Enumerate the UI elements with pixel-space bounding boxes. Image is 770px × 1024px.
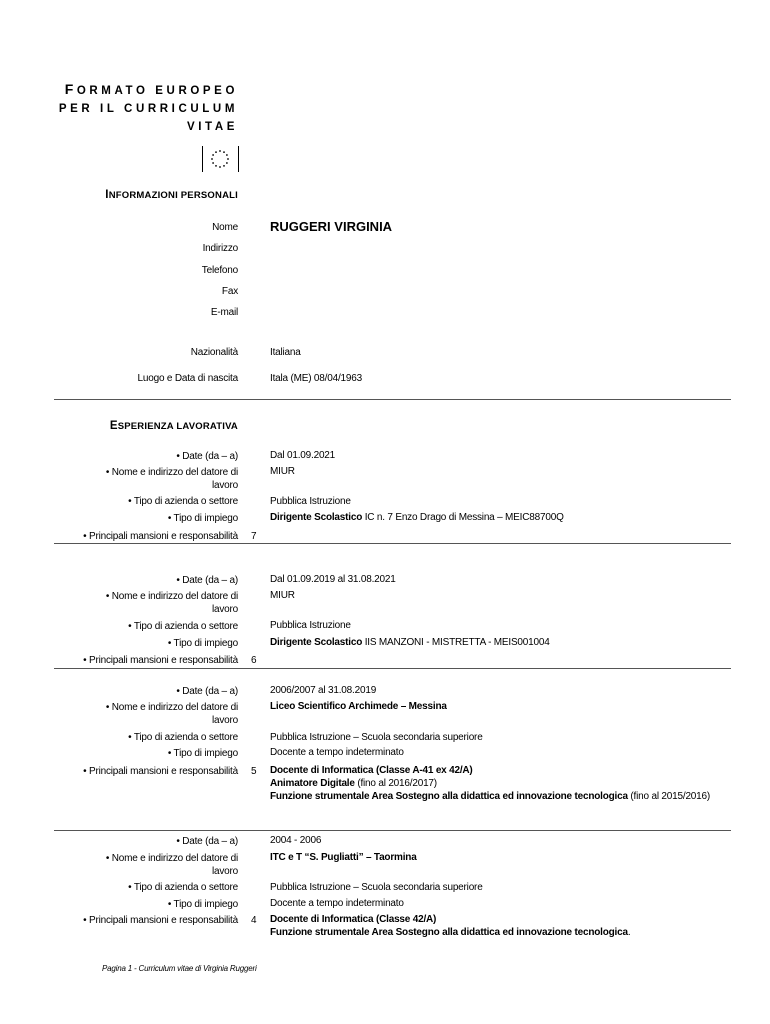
section-heading-experience: ESPERIENZA LAVORATIVA bbox=[109, 420, 238, 432]
value-tipo-impiego: Docente a tempo indeterminato bbox=[270, 747, 404, 758]
label-mansioni: • Principali mansioni e responsabilità bbox=[83, 531, 238, 542]
mansioni-number: 7 bbox=[251, 531, 257, 542]
page-footer: Pagina 1 - Curriculum vitae di Virginia Ruggeri bbox=[102, 964, 257, 973]
value-nome: RUGGERI VIRGINIA bbox=[270, 219, 393, 234]
value-tipo-azienda: Pubblica Istruzione – Scuola secondaria superiore bbox=[270, 732, 483, 743]
value-datore: ITC e T “S. Pugliatti” – Taormina bbox=[270, 852, 417, 863]
label-date: • Date (da – a) bbox=[176, 575, 238, 586]
divider bbox=[54, 668, 731, 669]
cv-title bbox=[18, 80, 238, 136]
label-tipo-impiego: • Tipo di impiego bbox=[167, 899, 238, 910]
label-tipo-azienda: • Tipo di azienda o settore bbox=[128, 621, 238, 632]
label-tipo-impiego: • Tipo di impiego bbox=[167, 638, 238, 649]
label-email: E-mail bbox=[210, 307, 238, 318]
value-datore: MIUR bbox=[270, 466, 295, 477]
label-tipo-azienda: • Tipo di azienda o settore bbox=[128, 496, 238, 507]
mansioni-number: 6 bbox=[251, 655, 257, 666]
label-mansioni: • Principali mansioni e responsabilità bbox=[83, 655, 238, 666]
value-mansioni: Docente di Informatica (Classe 42/A) Funzione strumentale Area Sostegno alla didattica ed innovazione tecnologica. bbox=[270, 914, 631, 938]
value-tipo-impiego: Dirigente Scolastico IC n. 7 Enzo Drago di Messina – MEIC88700Q bbox=[270, 512, 564, 523]
section-heading-personal: INFORMAZIONI PERSONALI bbox=[105, 189, 238, 201]
value-nazionalita: Italiana bbox=[270, 347, 301, 358]
value-date: 2004 - 2006 bbox=[270, 835, 322, 846]
label-nome: Nome bbox=[212, 222, 238, 233]
label-fax: Fax bbox=[221, 286, 238, 297]
label-date: • Date (da – a) bbox=[176, 451, 238, 462]
label-mansioni: • Principali mansioni e responsabilità bbox=[83, 915, 238, 926]
cv-title-line1: FORMATO EUROPEO bbox=[64, 81, 238, 97]
value-tipo-azienda: Pubblica Istruzione – Scuola secondaria superiore bbox=[270, 882, 483, 893]
divider bbox=[54, 830, 731, 831]
mansioni-number: 5 bbox=[251, 766, 257, 777]
label-tipo-azienda: • Tipo di azienda o settore bbox=[128, 882, 238, 893]
label-tipo-impiego: • Tipo di impiego bbox=[167, 513, 238, 524]
label-date: • Date (da – a) bbox=[176, 836, 238, 847]
label-nome-datore: • Nome e indirizzo del datore di lavoro bbox=[105, 591, 238, 615]
label-indirizzo: Indirizzo bbox=[202, 243, 238, 254]
value-tipo-impiego: Docente a tempo indeterminato bbox=[270, 898, 404, 909]
label-telefono: Telefono bbox=[201, 265, 238, 276]
divider bbox=[54, 399, 731, 400]
label-nazionalita: Nazionalità bbox=[190, 347, 238, 358]
label-nome-datore: • Nome e indirizzo del datore di lavoro bbox=[105, 853, 238, 877]
value-tipo-impiego: Dirigente Scolastico IIS MANZONI - MISTRETTA - MEIS001004 bbox=[270, 637, 550, 648]
value-tipo-azienda: Pubblica Istruzione bbox=[270, 620, 351, 631]
mansioni-number: 4 bbox=[251, 915, 257, 926]
label-tipo-impiego: • Tipo di impiego bbox=[167, 748, 238, 759]
label-luogo-data: Luogo e Data di nascita bbox=[137, 373, 238, 384]
value-date: Dal 01.09.2021 bbox=[270, 450, 336, 461]
label-tipo-azienda: • Tipo di azienda o settore bbox=[128, 732, 238, 743]
divider bbox=[54, 543, 731, 544]
value-date: Dal 01.09.2019 al 31.08.2021 bbox=[270, 574, 396, 585]
label-nome-datore: • Nome e indirizzo del datore di lavoro bbox=[105, 702, 238, 726]
value-tipo-azienda: Pubblica Istruzione bbox=[270, 496, 351, 507]
label-date: • Date (da – a) bbox=[176, 686, 238, 697]
eu-flag-icon bbox=[202, 146, 239, 172]
label-mansioni: • Principali mansioni e responsabilità bbox=[83, 766, 238, 777]
cv-title-line2: PER IL CURRICULUM bbox=[58, 103, 238, 115]
label-nome-datore: • Nome e indirizzo del datore di lavoro bbox=[105, 467, 238, 491]
value-datore: MIUR bbox=[270, 590, 295, 601]
value-mansioni: Docente di Informatica (Classe A-41 ex 42/A) Animatore Digitale (fino al 2016/2017) Funzione strumentale Area Sostegno alla didattica ed innovazione tecnologica (fino al 2015/2016) bbox=[270, 765, 711, 802]
value-luogo-data: Itala (ME) 08/04/1963 bbox=[270, 373, 362, 384]
value-date: 2006/2007 al 31.08.2019 bbox=[270, 685, 377, 696]
cv-title-line3: VITAE bbox=[186, 121, 238, 133]
value-datore: Liceo Scientifico Archimede – Messina bbox=[270, 701, 447, 712]
